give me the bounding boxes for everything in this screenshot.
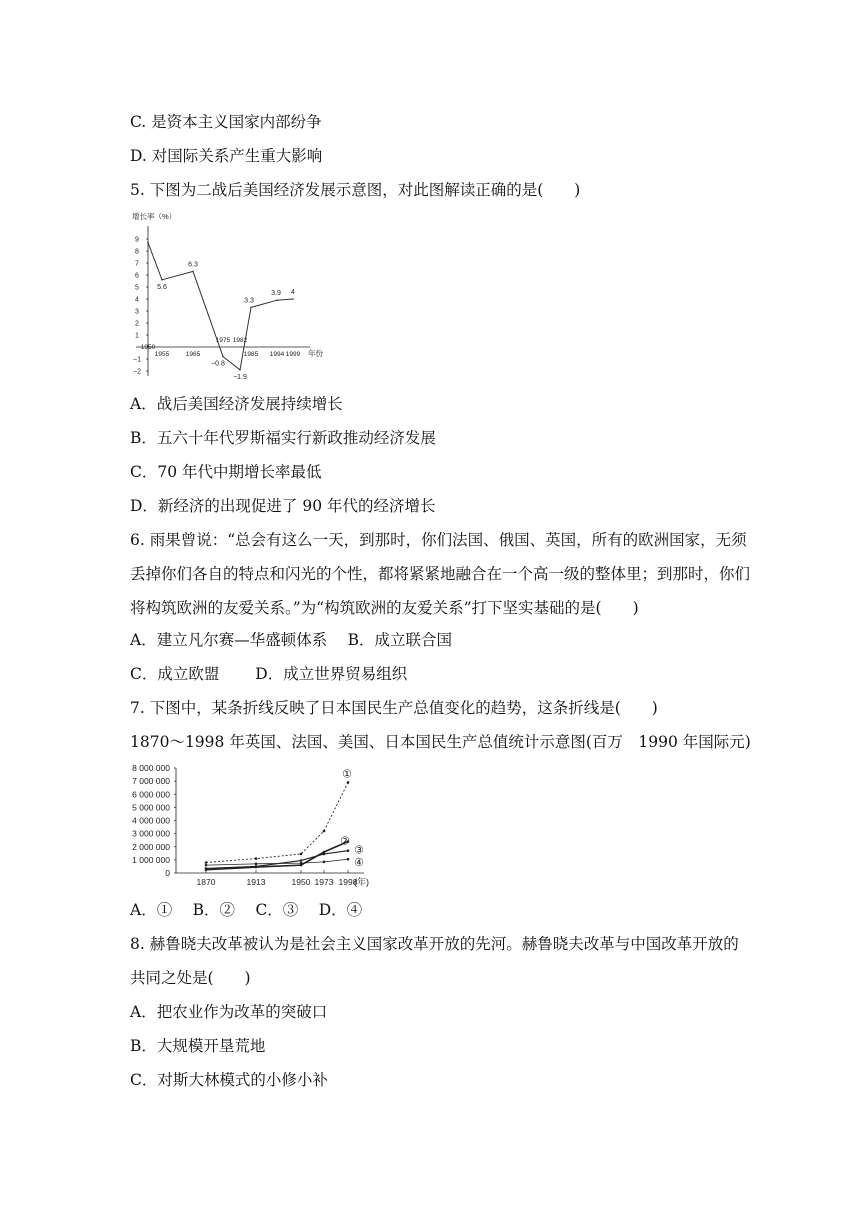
chart1-ytick-label: −1 xyxy=(133,356,141,364)
question-7-chart-caption: 1870～1998 年英国、法国、美国、日本国民生产总值统计示意图(百万 1990 年国际元) xyxy=(130,733,751,751)
chart2-data-point xyxy=(255,857,258,860)
option-d-line-q4: D. 对国际关系产生重大影响 xyxy=(130,147,323,165)
question-7-stem: 7. 下图中，某条折线反映了日本国民生产总值变化的趋势，这条折线是( ) xyxy=(130,699,658,717)
chart1-data-point xyxy=(276,299,278,301)
question-6-stem-line2: 丢掉你们各自的特点和闪光的个性，都将紧紧地融合在一个高一级的整体里；到那时，你们 xyxy=(130,565,751,583)
chart2-data-point xyxy=(300,859,303,862)
chart2-series-line xyxy=(206,859,348,865)
chart2-series-name: ③ xyxy=(354,844,364,857)
chart1-data-point xyxy=(192,271,194,273)
chart2-ytick-label: 6 000 000 xyxy=(132,789,170,800)
chart1-ytick-label: 3 xyxy=(135,308,139,316)
chart2-series-name: ① xyxy=(342,768,352,781)
chart1-xtick-label: 1965 xyxy=(185,351,201,358)
chart2-xtick-label: 1998 xyxy=(338,877,358,887)
chart1-data-point xyxy=(222,356,224,358)
chart2-ytick-label: 4 000 000 xyxy=(132,815,170,826)
chart1-ytick-label: 9 xyxy=(135,236,139,244)
chart2-ytick-label: 1 000 000 xyxy=(132,854,170,865)
question-6-stem-line1: 6. 雨果曾说：“总会有这么一天，到那时，你们法国、俄国、英国，所有的欧洲国家，无须 xyxy=(130,531,747,549)
chart2-xtick-label: 1870 xyxy=(196,877,216,887)
chart1-ylabel: 增长率（%） xyxy=(132,212,177,221)
chart2-data-point xyxy=(255,863,258,866)
question-5-option-c: C．70 年代中期增长率最低 xyxy=(130,463,322,481)
chart1-data-label: 3.3 xyxy=(244,297,254,305)
chart1-data-label: −0.8 xyxy=(211,360,225,368)
chart1-ytick-label: −2 xyxy=(133,368,141,376)
chart1-xtick-label: 1950 xyxy=(140,344,156,351)
chart2-data-point xyxy=(347,781,350,784)
chart2-data-point xyxy=(205,861,208,864)
chart1-data-point xyxy=(147,242,149,244)
chart1-data-point xyxy=(239,369,241,371)
chart2-ytick-label: 8 000 000 xyxy=(132,763,170,773)
question-5-option-a: A．战后美国经济发展持续增长 xyxy=(130,395,343,413)
chart1-xlabel: 年份 xyxy=(308,349,323,358)
chart2-xlabel: (年) xyxy=(354,877,369,887)
chart1-ytick-label: 1 xyxy=(135,332,139,340)
chart1-ytick-label: 7 xyxy=(135,260,139,268)
chart1-data-point xyxy=(292,298,294,300)
option-c-line-q4: C. 是资本主义国家内部纷争 xyxy=(130,113,322,131)
question-6-options-cd: C．成立欧盟 D．成立世界贸易组织 xyxy=(130,665,408,683)
question-6-stem-line3: 将构筑欧洲的友爱关系。”为“构筑欧洲的友爱关系”打下坚实基础的是( ) xyxy=(130,599,639,617)
chart1-data-label: 3.9 xyxy=(271,290,281,298)
chart2-xtick-label: 1950 xyxy=(291,877,311,887)
chart1-data-label: 5.6 xyxy=(157,283,167,291)
chart1-ytick-label: 5 xyxy=(135,284,139,292)
chart2-data-point xyxy=(300,862,303,865)
chart1-xtick-label: 1985 xyxy=(243,351,259,358)
question-6-options-ab: A．建立凡尔赛—华盛顿体系 B．成立联合国 xyxy=(130,631,453,649)
chart1-ytick-label: 4 xyxy=(135,296,139,304)
chart2-data-point xyxy=(205,864,208,867)
chart2-data-point xyxy=(205,867,208,870)
chart1-data-point xyxy=(250,307,252,309)
question-8-stem-line1: 8. 赫鲁晓夫改革被认为是社会主义国家改革开放的先河。赫鲁晓夫改革与中国改革开放的 xyxy=(130,935,739,953)
chart2-data-point xyxy=(323,853,326,856)
chart2-ytick-label: 3 000 000 xyxy=(132,828,170,839)
question-7-options: A．① B．② C．③ D．④ xyxy=(130,901,363,919)
chart2-data-point xyxy=(347,858,350,861)
chart2-series-name: ④ xyxy=(354,857,364,870)
chart2-ytick-label: 0 xyxy=(165,868,170,878)
us-growth-chart xyxy=(128,208,338,383)
question-8-option-a: A．把农业作为改革的突破口 xyxy=(130,1003,328,1021)
question-5-stem: 5. 下图为二战后美国经济发展示意图，对此图解读正确的是( ) xyxy=(130,181,581,199)
question-8-stem-line2: 共同之处是( ) xyxy=(130,969,251,987)
question-5-option-d: D．新经济的出现促进了 90 年代的经济增长 xyxy=(130,497,436,515)
chart2-xtick-label: 1973 xyxy=(314,877,334,887)
question-8-option-c: C．对斯大林模式的小修小补 xyxy=(130,1071,328,1089)
chart2-data-point xyxy=(323,830,326,833)
chart1-xtick-label: 1975 xyxy=(215,337,231,344)
chart2-ytick-label: 2 000 000 xyxy=(132,841,170,852)
chart1-xtick-label: 1999 xyxy=(285,351,301,358)
chart2-data-point xyxy=(255,865,258,868)
gnp-chart xyxy=(126,760,386,890)
chart2-data-point xyxy=(323,861,326,864)
chart2-xtick-label: 1913 xyxy=(246,877,266,887)
chart1-ytick-label: 6 xyxy=(135,272,139,280)
chart2-series-name: ② xyxy=(340,835,350,848)
chart1-xtick-label: 1994 xyxy=(269,351,285,358)
chart1-ytick-label: 8 xyxy=(135,248,139,256)
chart2-data-point xyxy=(300,853,303,856)
chart1-data-label: −1.9 xyxy=(233,373,247,381)
question-8-option-b: B．大规模开垦荒地 xyxy=(130,1037,266,1055)
chart2-ytick-label: 7 000 000 xyxy=(132,776,170,787)
chart2-data-point xyxy=(347,849,350,852)
chart2-series-line xyxy=(206,842,348,870)
chart1-data-label: 6.3 xyxy=(188,261,198,269)
chart1-xtick-label: 1955 xyxy=(154,351,170,358)
chart1-data-label: 4 xyxy=(291,289,295,296)
chart1-ytick-label: 2 xyxy=(135,320,139,328)
chart1-data-point xyxy=(161,279,163,281)
question-5-option-b: B．五六十年代罗斯福实行新政推动经济发展 xyxy=(130,429,436,447)
chart2-ytick-label: 5 000 000 xyxy=(132,802,170,813)
chart1-xtick-label: 1982 xyxy=(232,337,248,344)
